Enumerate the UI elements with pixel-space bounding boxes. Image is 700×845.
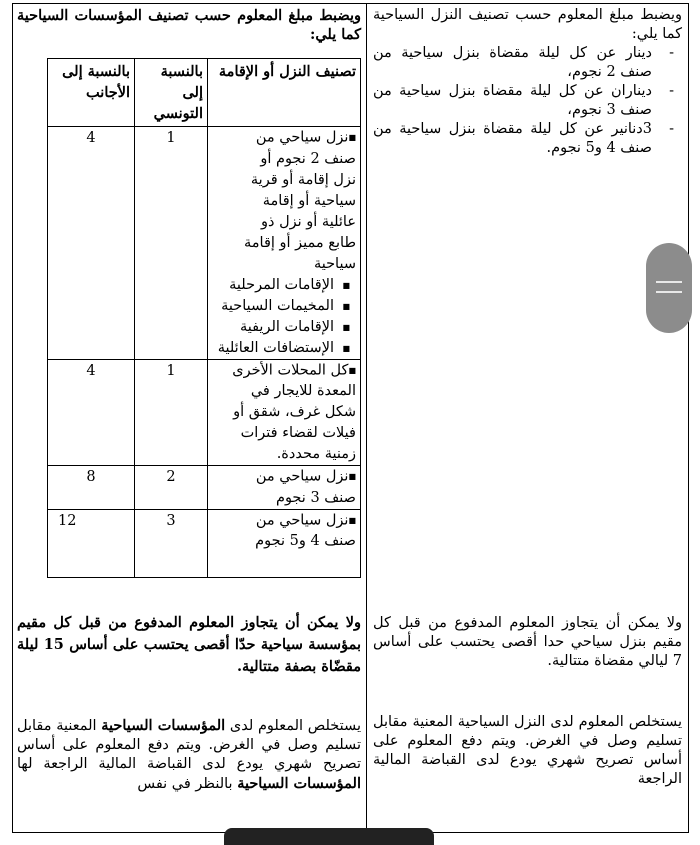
right-rate-item: - ديناران عن كل ليلة مقضاة بنزل سياحية من صنف 3 نجوم،	[373, 82, 682, 120]
header-foreign: بالنسبة إلى الأجانب	[48, 59, 135, 127]
table-row	[48, 509, 361, 577]
tunisian-rate-cell: 1	[135, 127, 208, 360]
table-row	[48, 466, 361, 510]
right-rate-item: - 3دنانير عن كل ليلة مقضاة بنزل سياحية من صنف 4 و5 نجوم.	[373, 120, 682, 158]
foreign-rate-cell: 4	[48, 127, 135, 360]
category-cell: ■نزل سياحي من صنف 3 نجوم	[208, 466, 361, 510]
bullet-icon: ■	[348, 365, 356, 375]
list-item: ■ الإقامات الريفية	[208, 317, 356, 338]
list-item: ■ الإقامات المرحلية	[208, 275, 356, 296]
rates-table	[47, 58, 361, 578]
foreign-rate-cell: 12	[48, 509, 135, 577]
foreign-rate-cell: 4	[48, 359, 135, 466]
category-cell: ■نزل سياحي من صنف 4 و5 نجوم	[208, 509, 361, 577]
comparison-table	[12, 3, 689, 833]
bullet-icon: ■	[348, 515, 356, 525]
bullet-icon: ■	[348, 472, 356, 481]
header-tunisian: بالنسبة إلى التونسي	[135, 59, 208, 127]
right-rate-list	[373, 44, 682, 158]
bullet-icon: ■	[348, 133, 356, 142]
right-intro: ويضبط مبلغ المعلوم حسب تصنيف النزل السياحية كما يلي:	[373, 7, 682, 42]
left-limit-paragraph: ولا يمكن أن يتجاوز المعلوم المدفوع من قبل كل مقيم بمؤسسة سياحية حدّا أقصى يحتسب على أساس 15 ليلة مقضّاة بصفة متتالية.	[17, 613, 361, 675]
right-collect-paragraph: يستخلص المعلوم لدى النزل السياحية المعنية مقابل تسليم وصل في الغرض. ويتم دفع المعلوم على أساس تصريح شهري يودع لدى القباضة المالية الراجعة	[373, 714, 682, 787]
table-row	[48, 359, 361, 466]
list-item: ■ المخيمات السياحية	[208, 296, 356, 317]
bottom-toolbar[interactable]	[224, 828, 434, 845]
tunisian-rate-cell: 1	[135, 359, 208, 466]
tunisian-rate-cell: 3	[135, 509, 208, 577]
table-header-row	[48, 59, 361, 127]
tunisian-rate-cell: 2	[135, 466, 208, 510]
proposed-text-column	[13, 4, 367, 832]
original-text-column	[366, 4, 688, 832]
header-category: تصنيف النزل أو الإقامة	[208, 59, 361, 127]
list-item: ■ الإستضافات العائلية	[208, 338, 356, 359]
scroll-handle[interactable]	[646, 243, 692, 333]
right-rate-item: - دينار عن كل ليلة مقضاة بنزل سياحية من صنف 2 نجوم،	[373, 44, 682, 82]
table-row	[48, 127, 361, 360]
foreign-rate-cell: 8	[48, 466, 135, 510]
category-cell: ■نزل سياحي من صنف 2 نجوم أو نزل إقامة أو قرية سياحية أو إقامة عائلية أو نزل ذو طابع مميز أو إقامة سياحية ■ الإقامات المرحلية ■ المخيمات السياحية ■ الإقامات الريفية ■ الإستضافات العائلية	[208, 127, 361, 360]
left-intro: ويضبط مبلغ المعلوم حسب تصنيف المؤسسات السياحية كما يلي:	[17, 7, 361, 43]
handle-grip-icon	[656, 291, 682, 293]
left-collect-paragraph: يستخلص المعلوم لدى المؤسسات السياحية المعنية مقابل تسليم وصل في الغرض. ويتم دفع المعلوم على أساس تصريح شهري يودع لدى القباضة المالية الراجعة لها المؤسسات السياحية بالنظر في نفس	[17, 716, 362, 792]
category-cell: ■كل المحلات الأخرى المعدة للايجار في شكل غرف، شقق أو فيلات لقضاء فترات زمنية محددة.	[208, 359, 361, 466]
right-limit-paragraph: ولا يمكن أن يتجاوز المعلوم المدفوع من قبل كل مقيم بنزل سياحي حدا أقصى يحتسب على أساس 7 ليالي مقضاة متتالية.	[373, 615, 682, 669]
sub-bullet-list	[208, 275, 356, 359]
handle-grip-icon	[656, 281, 682, 283]
